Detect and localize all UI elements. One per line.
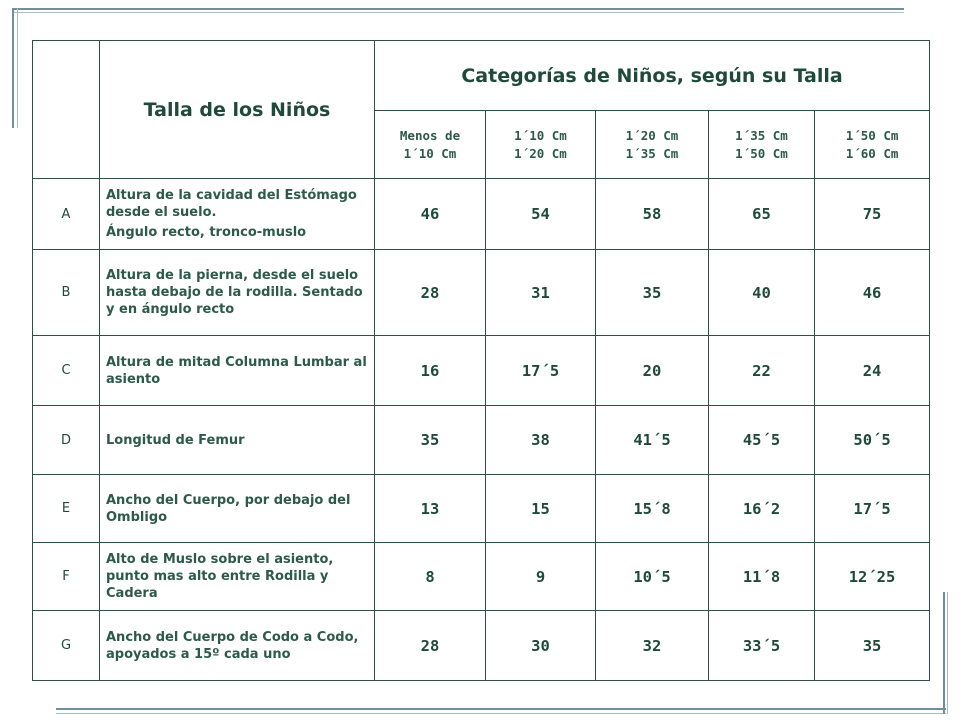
value-cell: 13 [375,475,486,543]
row-description-line: Alto de Muslo sobre el asiento, punto mas alto entre Rodilla y Cadera [106,552,334,601]
row-description [100,336,375,406]
value-cell: 35 [596,250,709,336]
value-cell: 15 [486,475,596,543]
table-row [33,543,930,611]
size-column-line: 1´10 Cm [514,127,567,143]
value-cell: 35 [815,611,930,681]
row-description [100,250,375,336]
decorative-top-line-thin [14,12,904,13]
value-cell: 75 [815,179,930,250]
row-letter: E [33,475,100,543]
value-cell: 46 [815,250,930,336]
table-row [33,475,930,543]
row-description-line: Altura de la cavidad del Estómago desde el suelo. [106,188,357,220]
table-row [33,611,930,681]
size-column-line: 1´10 Cm [403,145,457,161]
table-row [33,336,930,406]
value-cell: 17´5 [815,475,930,543]
value-cell: 45´5 [709,406,815,475]
size-column-header [709,111,815,179]
row-description-line: Ancho del Cuerpo, por debajo del Ombligo [106,492,351,525]
row-description [100,406,375,475]
value-cell: 41´5 [596,406,709,475]
size-column-line: 1´20 Cm [625,127,679,143]
row-description [100,475,375,543]
row-description-line: Altura de mitad Columna Lumbar al asiento [106,354,367,387]
row-letter: A [33,179,100,250]
row-description-line: Ángulo recto, tronco-muslo [106,225,307,240]
value-cell: 38 [486,406,596,475]
table-row [33,179,930,250]
decorative-left-line [12,8,14,128]
value-cell: 58 [596,179,709,250]
header-row-top [33,41,930,111]
decorative-left-line-thin [17,8,18,128]
value-cell: 20 [596,336,709,406]
row-letter: G [33,611,100,681]
main-title: Categorías de Niños, según su Talla [375,41,930,111]
value-cell: 28 [375,250,486,336]
table-row [33,250,930,336]
size-column-line: 1´35 Cm [735,127,788,143]
size-column-line: 1´50 Cm [735,145,788,161]
size-column-header [596,111,709,179]
row-description [100,611,375,681]
size-column-line: 1´35 Cm [625,145,679,161]
size-column-line: 1´60 Cm [845,145,899,161]
value-cell: 33´5 [709,611,815,681]
decorative-bottom-line-thin [56,713,946,714]
size-column-line: 1´50 Cm [845,127,899,143]
value-cell: 8 [375,543,486,611]
value-cell: 35 [375,406,486,475]
decorative-right-line [943,592,945,714]
row-letter: F [33,543,100,611]
header-corner-cell [33,41,100,179]
value-cell: 30 [486,611,596,681]
value-cell: 11´8 [709,543,815,611]
value-cell: 28 [375,611,486,681]
left-title: Talla de los Niños [100,41,375,179]
row-description-line: Longitud de Femur [106,432,245,448]
value-cell: 22 [709,336,815,406]
value-cell: 16´2 [709,475,815,543]
row-letter: D [33,406,100,475]
value-cell: 31 [486,250,596,336]
value-cell: 16 [375,336,486,406]
value-cell: 15´8 [596,475,709,543]
value-cell: 65 [709,179,815,250]
value-cell: 32 [596,611,709,681]
value-cell: 10´5 [596,543,709,611]
row-description [100,543,375,611]
value-cell: 46 [375,179,486,250]
size-column-line: 1´20 Cm [514,145,567,161]
value-cell: 50´5 [815,406,930,475]
size-column-header [375,111,486,179]
row-letter: B [33,250,100,336]
decorative-top-line [14,8,904,10]
value-cell: 17´5 [486,336,596,406]
table-row [33,406,930,475]
size-column-header [486,111,596,179]
decorative-right-line-thin [947,592,948,714]
decorative-bottom-line [56,708,946,710]
value-cell: 12´25 [815,543,930,611]
size-column-header [815,111,930,179]
row-description [100,179,375,250]
value-cell: 24 [815,336,930,406]
children-size-table [32,40,930,681]
row-description-line: Altura de la pierna, desde el suelo hasta debajo de la rodilla. Sentado y en ángulo recto [106,268,363,317]
value-cell: 9 [486,543,596,611]
value-cell: 54 [486,179,596,250]
row-letter: C [33,336,100,406]
row-description-line: Ancho del Cuerpo de Codo a Codo, apoyados a 15º cada uno [106,629,359,662]
size-column-line: Menos de [399,127,461,143]
value-cell: 40 [709,250,815,336]
